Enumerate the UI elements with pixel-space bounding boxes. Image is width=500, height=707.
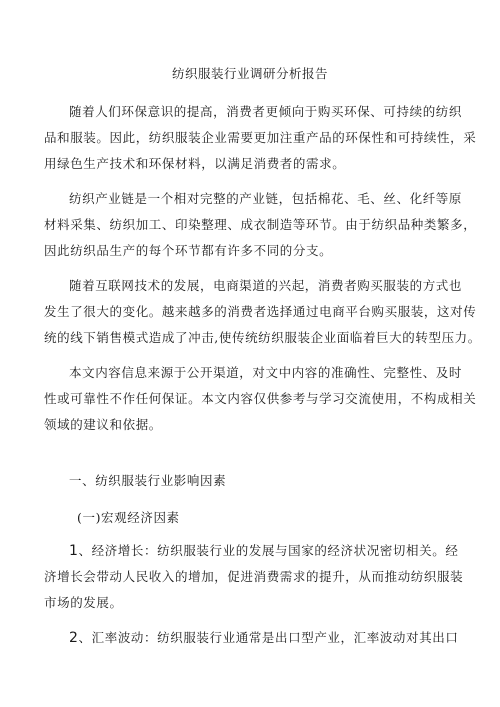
paragraph-2 — [44, 186, 477, 264]
item-text: 、汇率波动：纺织服装行业通常是出口型产业，汇率波动对其出口 — [78, 630, 459, 645]
paragraph-line: 济增长会带动人民收入的增加，促进消费需求的提升，从而推动纺织服装 — [44, 569, 464, 584]
paragraph-line: 品和服装。因此，纺织服装企业需要更加注重产品的环保性和可持续性，采 — [44, 130, 477, 145]
section-heading: 一、纺织服装行业影响因素 — [69, 473, 227, 488]
paragraph-line: 性或可靠性不作任何保证。本文内容仅供参考与学习交流使用，不构成相关 — [44, 391, 477, 406]
paragraph-line: 纺织产业链是一个相对完整的产业链，包括棉花、毛、丝、化纤等原 — [69, 191, 463, 206]
paragraph-1 — [44, 99, 477, 177]
subsection-heading: (一)宏观经济因素 — [77, 510, 180, 525]
item-number: 2 — [69, 630, 79, 646]
paragraph-line: 本文内容信息来源于公开渠道，对文中内容的准确性、完整性、及时 — [69, 365, 463, 380]
paragraph-3 — [44, 273, 481, 351]
paragraph-line: 发生了很大的变化。越来越多的消费者选择通过电商平台购买服装，这对传 — [44, 304, 477, 319]
list-item-1 — [44, 538, 462, 616]
paragraph-line: 材料采集、纺织加工、印染整理、成衣制造等环节。由于纺织品种类繁多， — [44, 217, 477, 232]
list-item-first-line — [44, 625, 462, 651]
paragraph-line: 随着人们环保意识的提高，消费者更倾向于购买环保、可持续的纺织 — [69, 104, 463, 119]
item-number: 1 — [69, 543, 79, 559]
list-item-2 — [44, 625, 462, 651]
paragraph-line: 统的线下销售模式造成了冲击,使传统纺织服装企业面临着巨大的转型压力。 — [44, 330, 481, 345]
list-item-first-line — [44, 538, 462, 564]
paragraph-4 — [44, 360, 477, 438]
paragraph-line: 随着互联网技术的发展，电商渠道的兴起，消费者购买服装的方式也 — [69, 278, 463, 293]
document-title: 纺织服装行业调研分析报告 — [171, 66, 328, 81]
item-text: 、经济增长：纺织服装行业的发展与国家的经济状况密切相关。经 — [78, 543, 459, 558]
paragraph-line: 因此纺织品生产的每个环节都有许多不同的分支。 — [44, 243, 333, 258]
paragraph-line: 市场的发展。 — [44, 595, 123, 610]
paragraph-line: 领域的建议和依据。 — [44, 417, 162, 432]
paragraph-line: 用绿色生产技术和环保材料，以满足消费者的需求。 — [44, 156, 346, 171]
